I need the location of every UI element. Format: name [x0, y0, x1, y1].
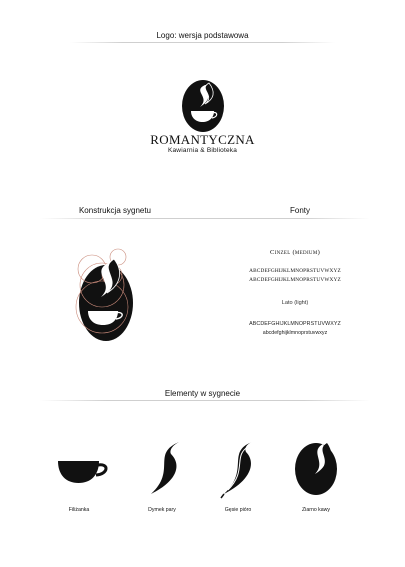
element-label: Filiżanka	[68, 507, 90, 513]
quill-icon	[218, 440, 258, 500]
fonts-title: Fonty	[289, 206, 310, 215]
logo-section-title: Logo: wersja podstawowa	[156, 31, 249, 40]
logo-mark	[178, 77, 228, 133]
logo-wordmark: ROMANTYCZNA	[150, 132, 255, 147]
divider	[70, 42, 335, 43]
font-secondary-lower: abcdefghijklmnoprstuvwxyz	[262, 330, 328, 336]
steam-icon	[143, 440, 183, 500]
divider	[40, 400, 370, 401]
logo-tagline: Kawiarnia & Biblioteka	[167, 147, 238, 154]
font-primary-upper: ABCDEFGHIJKLMNOPRSTUVWXYZ	[249, 268, 341, 274]
font-secondary-name: Lato (light)	[281, 300, 309, 306]
font-secondary-upper: ABCDEFGHIJKLMNOPRSTUVWXYZ	[249, 321, 341, 327]
font-primary-name: Cinzel (medium)	[269, 249, 321, 256]
construction-diagram	[72, 245, 136, 345]
construction-title: Konstrukcja sygnetu	[78, 206, 152, 215]
cup-icon	[55, 457, 111, 487]
element-label: Ziarno kawy	[302, 507, 330, 513]
element-label: Dymek pary	[148, 507, 176, 513]
element-label: Gęsie pióro	[224, 507, 252, 513]
font-primary-lower: ABCDEFGHIJKLMNOPRSTUVWXYZ	[249, 277, 341, 283]
divider	[40, 218, 370, 219]
coffee-bean-icon	[293, 440, 339, 496]
elements-section-title: Elementy w sygnecie	[164, 389, 241, 398]
